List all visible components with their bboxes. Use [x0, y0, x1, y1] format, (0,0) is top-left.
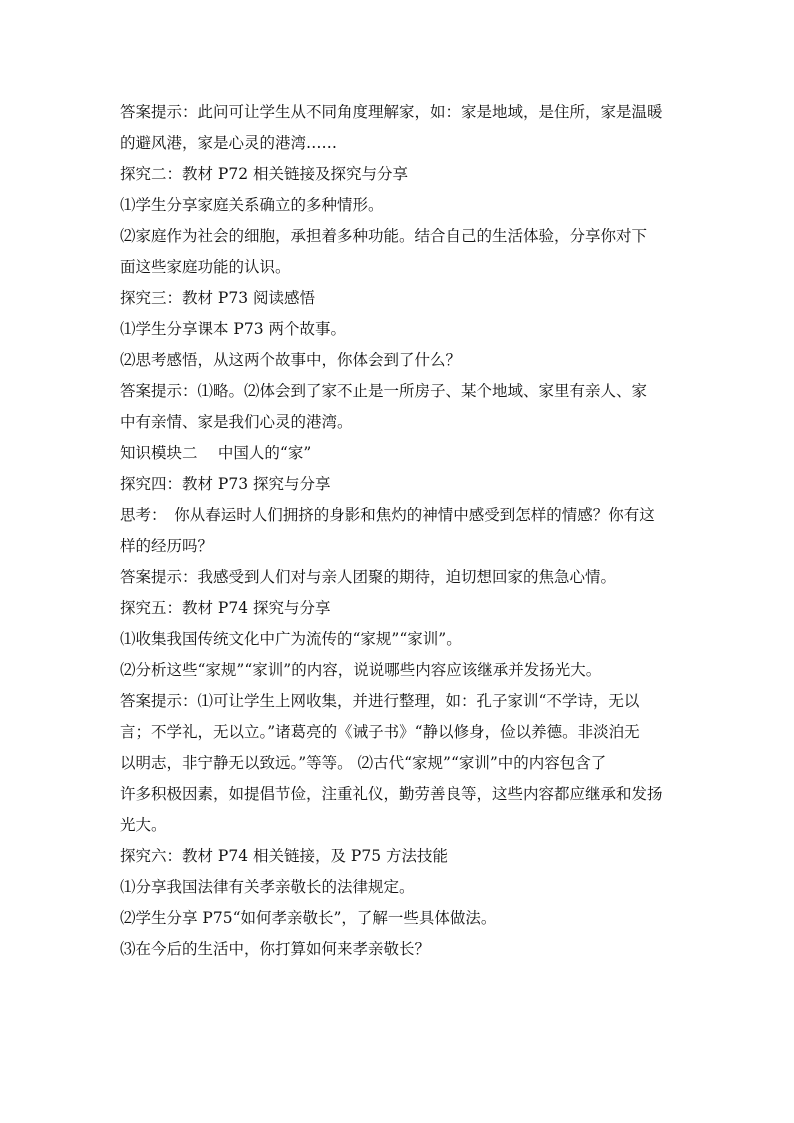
- text-line: ⑴收集我国传统文化中广为流传的“家规”“家训”。: [120, 630, 462, 648]
- module-heading: 知识模块二 中国人的“家”: [120, 444, 312, 462]
- section-heading: 探究四：教材 P73 探究与分享: [120, 475, 331, 493]
- section-heading: 探究二：教材 P72 相关链接及探究与分享: [120, 165, 409, 183]
- section-heading: 探究五：教材 P74 探究与分享: [120, 599, 331, 617]
- document-body: [120, 97, 680, 965]
- text-line: ⑵思考感悟，从这两个故事中，你体会到了什么？: [120, 351, 462, 369]
- text-line: 光大。: [120, 816, 167, 834]
- text-line: ⑵家庭作为社会的细胞，承担着多种功能。结合自己的生活体验，分享你对下: [120, 227, 648, 245]
- text-line: 答案提示：我感受到人们对与亲人团聚的期待，迫切想回家的焦急心情。: [120, 568, 617, 586]
- text-line: 以明志，非宁静无以致远。”等等。 ⑵古代“家规”“家训”中的内容包含了: [120, 754, 607, 772]
- text-line: 面这些家庭功能的认识。: [120, 258, 291, 276]
- text-line: 中有亲情、家是我们心灵的港湾。: [120, 413, 353, 431]
- text-line: 样的经历吗？: [120, 537, 214, 555]
- section-heading: 探究三：教材 P73 阅读感悟: [120, 289, 316, 307]
- section-heading: 探究六：教材 P74 相关链接，及 P75 方法技能: [120, 847, 449, 865]
- text-line: 的避风港，家是心灵的港湾……: [120, 134, 338, 152]
- text-line: 答案提示：此问可让学生从不同角度理解家，如：家是地域，是住所，家是温暖: [120, 103, 663, 121]
- text-line: ⑵学生分享 P75“如何孝亲敬长”，了解一些具体做法。: [120, 909, 497, 927]
- text-line: 答案提示：⑴略。⑵体会到了家不止是一所房子、某个地域、家里有亲人、家: [120, 382, 648, 400]
- text-line: 许多积极因素，如提倡节俭，注重礼仪，勤劳善良等，这些内容都应继承和发扬: [120, 785, 663, 803]
- text-line: ⑴分享我国法律有关孝亲敬长的法律规定。: [120, 878, 415, 896]
- text-line: 言；不学礼，无以立。”诸葛亮的《诫子书》“静以修身，俭以养德。非淡泊无: [120, 723, 640, 741]
- text-line: ⑴学生分享课本 P73 两个故事。: [120, 320, 347, 338]
- text-line: 思考： 你从春运时人们拥挤的身影和焦灼的神情中感受到怎样的情感？你有这: [120, 506, 655, 524]
- text-line: ⑵分析这些“家规”“家训”的内容，说说哪些内容应该继承并发扬光大。: [120, 661, 602, 679]
- text-line: ⑴学生分享家庭关系确立的多种情形。: [120, 196, 384, 214]
- text-line: ⑶在今后的生活中，你打算如何来孝亲敬长？: [120, 940, 431, 958]
- text-line: 答案提示：⑴可让学生上网收集，并进行整理，如：孔子家训“不学诗，无以: [120, 692, 640, 710]
